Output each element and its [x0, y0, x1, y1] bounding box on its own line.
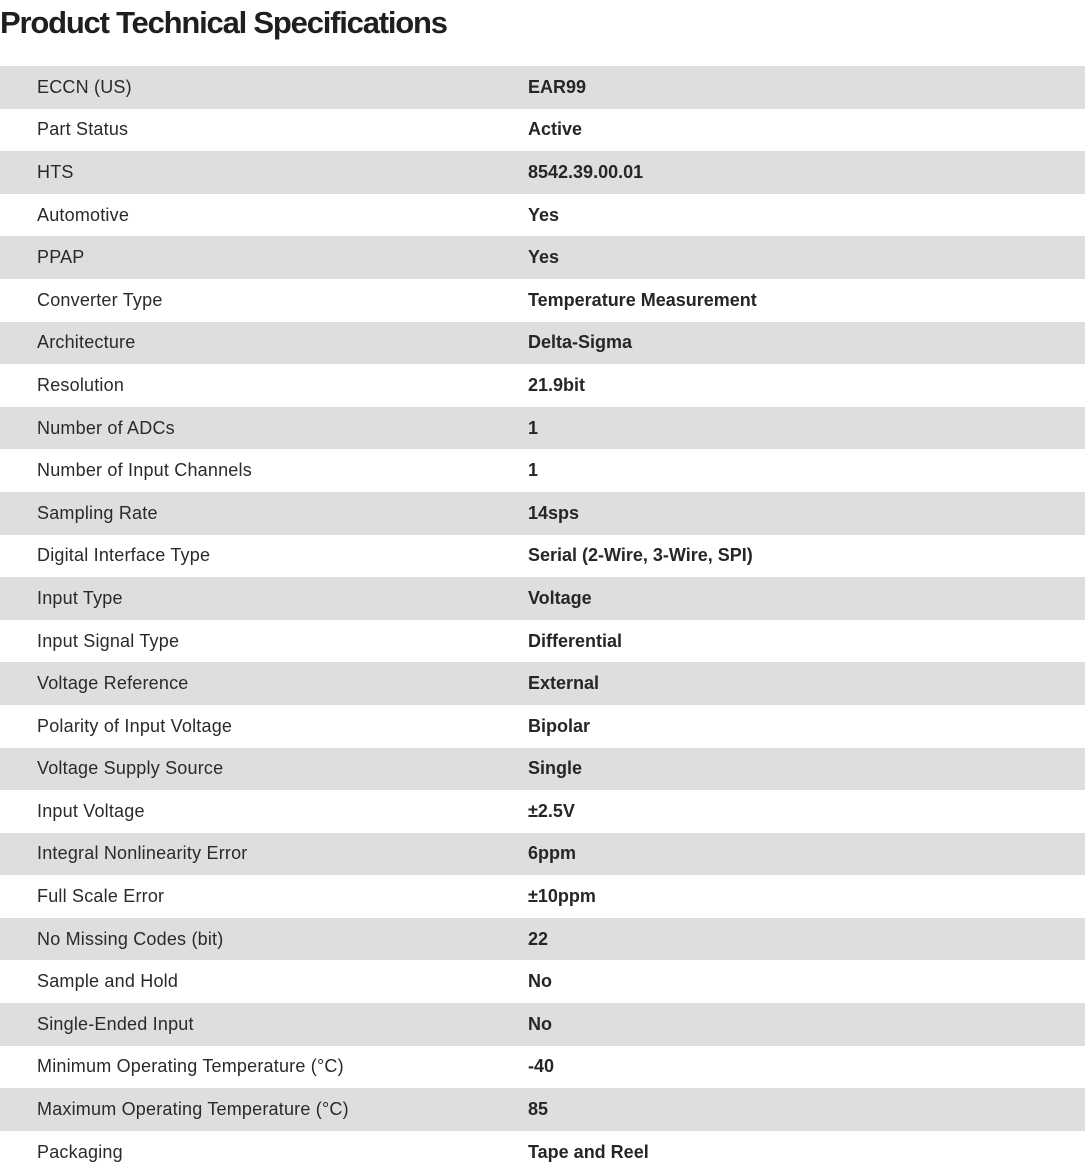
spec-label: Maximum Operating Temperature (°C)	[37, 1099, 349, 1120]
table-row	[0, 449, 1085, 492]
spec-value: Single	[528, 758, 583, 779]
spec-label: Part Status	[37, 119, 129, 140]
spec-label: Input Signal Type	[37, 630, 180, 651]
table-row	[0, 960, 1085, 1003]
table-row	[0, 535, 1085, 578]
spec-label: Sample and Hold	[37, 971, 179, 992]
spec-value: EAR99	[528, 76, 587, 97]
spec-label: PPAP	[37, 247, 85, 268]
table-row	[0, 1088, 1085, 1131]
spec-value: Serial (2-Wire, 3-Wire, SPI)	[528, 545, 753, 566]
spec-table	[0, 66, 1085, 1173]
spec-label: HTS	[37, 161, 74, 182]
table-row	[0, 620, 1085, 663]
spec-value: Voltage	[528, 587, 592, 608]
table-row	[0, 66, 1085, 109]
spec-label: ECCN (US)	[37, 76, 132, 97]
table-row	[0, 236, 1085, 279]
table-row	[0, 577, 1085, 620]
table-row	[0, 492, 1085, 535]
spec-value: 6ppm	[528, 843, 577, 864]
table-row	[0, 322, 1085, 365]
spec-value: 14sps	[528, 502, 580, 523]
spec-label: Digital Interface Type	[37, 545, 211, 566]
spec-label: Input Voltage	[37, 800, 145, 821]
table-row	[0, 109, 1085, 152]
spec-label: No Missing Codes (bit)	[37, 928, 224, 949]
spec-label: Sampling Rate	[37, 502, 158, 523]
spec-value: 1	[528, 460, 539, 481]
spec-value: 21.9bit	[528, 374, 586, 395]
spec-value: ±10ppm	[528, 886, 596, 907]
table-row	[0, 279, 1085, 322]
spec-value: No	[528, 971, 552, 992]
spec-value: Bipolar	[528, 715, 591, 736]
spec-value: Yes	[528, 247, 560, 268]
spec-value: Differential	[528, 630, 623, 651]
spec-value: ±2.5V	[528, 800, 575, 821]
table-row	[0, 407, 1085, 450]
table-row	[0, 1046, 1085, 1089]
spec-label: Voltage Reference	[37, 673, 189, 694]
spec-value: Yes	[528, 204, 560, 225]
spec-label: Converter Type	[37, 289, 163, 310]
table-row	[0, 875, 1085, 918]
spec-value: 1	[528, 417, 539, 438]
spec-label: Number of Input Channels	[37, 460, 252, 481]
spec-label: Voltage Supply Source	[37, 758, 224, 779]
spec-value: -40	[528, 1056, 555, 1077]
table-row	[0, 1003, 1085, 1046]
table-row	[0, 364, 1085, 407]
table-row	[0, 833, 1085, 876]
spec-value: Temperature Measurement	[528, 289, 757, 310]
spec-value: Tape and Reel	[528, 1141, 649, 1162]
spec-value: 8542.39.00.01	[528, 161, 644, 182]
page-title: Product Technical Specifications	[0, 5, 447, 40]
table-row	[0, 705, 1085, 748]
spec-value: Delta-Sigma	[528, 332, 633, 353]
table-row	[0, 748, 1085, 791]
spec-label: Resolution	[37, 374, 125, 395]
spec-label: Number of ADCs	[37, 417, 175, 438]
spec-value: Active	[528, 119, 583, 140]
table-row	[0, 194, 1085, 237]
spec-label: Architecture	[37, 332, 136, 353]
spec-label: Single-Ended Input	[37, 1013, 194, 1034]
spec-value: No	[528, 1013, 552, 1034]
table-row	[0, 151, 1085, 194]
spec-label: Input Type	[37, 587, 123, 608]
spec-label: Polarity of Input Voltage	[37, 715, 233, 736]
table-row	[0, 662, 1085, 705]
spec-value: External	[528, 673, 600, 694]
spec-value: 85	[528, 1099, 549, 1120]
table-row	[0, 918, 1085, 961]
table-row	[0, 790, 1085, 833]
spec-label: Automotive	[37, 204, 130, 225]
spec-value: 22	[528, 928, 549, 949]
spec-label: Integral Nonlinearity Error	[37, 843, 248, 864]
spec-label: Full Scale Error	[37, 886, 165, 907]
spec-label: Minimum Operating Temperature (°C)	[37, 1056, 344, 1077]
spec-label: Packaging	[37, 1141, 123, 1162]
